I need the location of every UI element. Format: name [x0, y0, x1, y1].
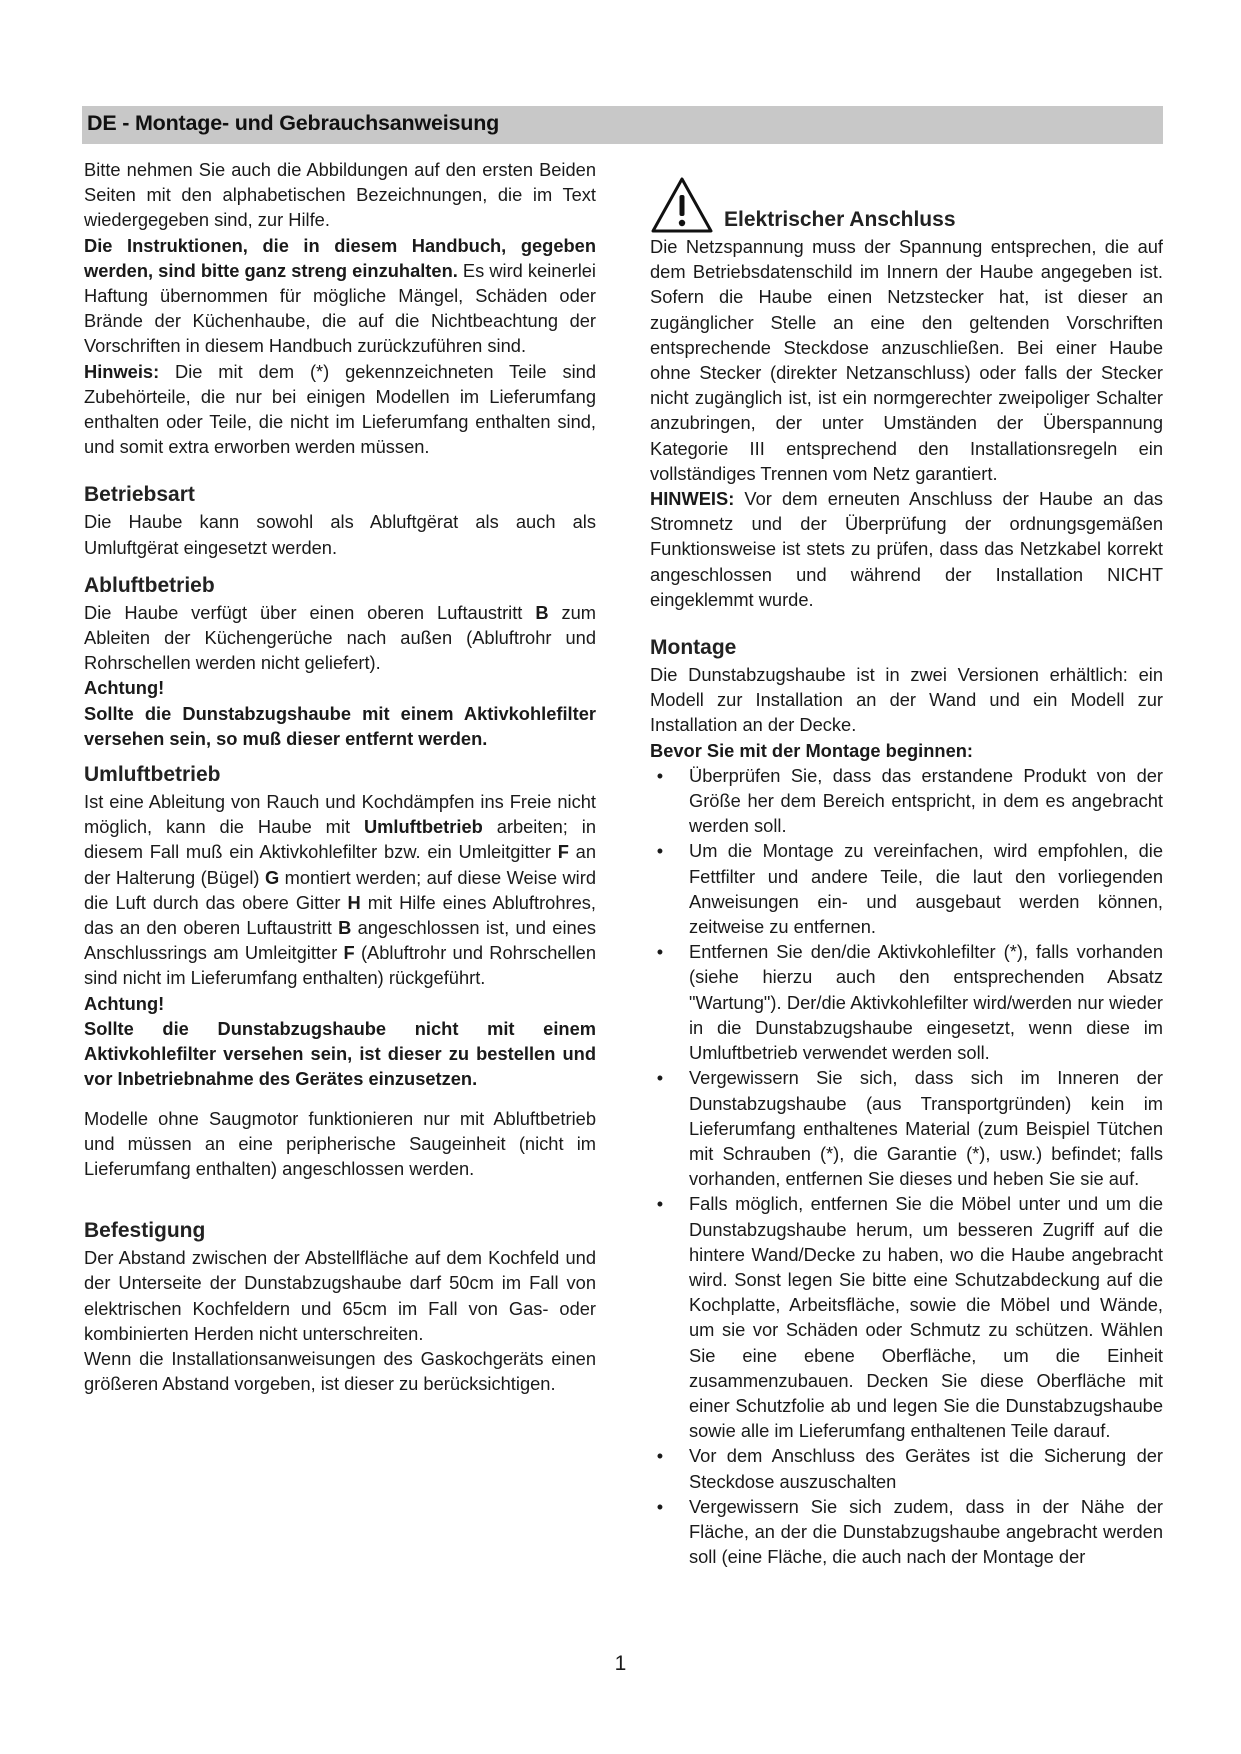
- note-text: Die mit dem (*) gekennzeichneten Teile sind Zubehörteile, die nur bei einigen Modellen im Lieferumfang enthalten oder Teile, die nicht im Lieferumfang enthalten sind, und somit extra erworben werden müssen.: [84, 360, 596, 458]
- betriebsart-heading: Betriebsart: [84, 483, 195, 507]
- note-paragraph: [84, 359, 596, 460]
- list-item: • Vergewissern Sie sich, dass sich im Inneren der Dunstabzugshaube (aus Transportgründen) kein im Lieferumfang enthaltenes Material (zum Beispiel Tütchen mit Schrauben (*), die Garantie (*), usw.) befindet; falls vorhanden, entfernen Sie dieses und heben Sie sie auf.: [650, 1065, 1163, 1191]
- abluft-achtung-label: Achtung!: [84, 677, 165, 699]
- befestigung-text-1: Der Abstand zwischen der Abstellfläche auf dem Kochfeld und der Unterseite der Dunstabzugshaube darf 50cm im Fall von elektrischen Kochfeldern und 65cm im Fall von Gas- oder kombinierten Herden nicht unterschreiten.: [84, 1247, 596, 1344]
- umluftbetrieb-heading: Umluftbetrieb: [84, 763, 221, 787]
- list-item: • Vor dem Anschluss des Gerätes ist die Sicherung der Steckdose auszuschalten: [650, 1443, 1163, 1493]
- left-column: [84, 157, 596, 1396]
- page-title: DE - Montage- und Gebrauchsanweisung: [87, 111, 500, 135]
- right-column: [650, 172, 1163, 1569]
- abluftbetrieb-text: Die Haube verfügt über einen oberen Luftaustritt B zum Ableiten der Küchengerüche nach außen (Abluftrohr und Rohrschellen werden nicht geliefert).: [84, 601, 597, 674]
- umluftbetrieb-text: Ist eine Ableitung von Rauch und Kochdämpfen ins Freie nicht möglich, kann die Haube mit Umluftbetrieb arbeiten; in diesem Fall muß ein Aktivkohlefilter bzw. ein Umleitgitter F an der Halterung (Bügel) G montiert werden; auf diese Weise wird die Luft durch das obere Gitter H mit Hilfe eines Abluftrohres, das an den oberen Luftaustritt B angeschlossen ist, und eines Anschlussrings am Umleitgitter F (Abluftrohr und Rohrschellen sind nicht im Lieferumfang enthalten) rückgeführt.: [84, 791, 597, 989]
- elektrisch-text: Die Netzspannung muss der Spannung entsprechen, die auf dem Betriebsdatenschild im Innern der Haube angegeben ist. Sofern die Haube einen Netzstecker hat, ist dieser an zugänglicher Stelle an eine den geltenden Vorschriften entsprechende Steckdose anzuschließen. Bei einer Haube ohne Stecker (direkter Netzanschluss) oder falls der Stecker nicht zugänglich ist, ist ein normgerechter zweipoliger Schalter anzubringen, der unter Umständen der Überspannung Kategorie III entsprechend den Installationsregeln ein vollständiges Trennen vom Netz garantiert.: [650, 236, 1163, 484]
- list-item: • Entfernen Sie den/die Aktivkohlefilter (*), falls vorhanden (siehe hierzu auch den entsprechenden Absatz "Wartung"). Der/die Aktivkohlefilter wird/werden nur wieder in die Dunstabzugshaube eingesetzt, wenn diese im Umluftbetrieb verwendet werden soll.: [650, 939, 1163, 1065]
- bullet-icon: •: [656, 840, 664, 862]
- instruction-emphasis: Die Instruktionen, die in diesem Handbuch, gegeben werden, sind bitte ganz streng einzuhalten.: [84, 234, 596, 281]
- saugmotor-note: Modelle ohne Saugmotor funktionieren nur mit Abluftbetrieb und müssen an eine peripherische Saugeinheit (nicht im Lieferumfang enthalten) angeschlossen werden.: [84, 1107, 596, 1179]
- bullet-icon: •: [656, 1445, 664, 1467]
- umluft-warning: Sollte die Dunstabzugshaube nicht mit einem Aktivkohlefilter versehen sein, ist dieser zu bestellen und vor Inbetriebnahme des Gerätes einzusetzen.: [84, 1017, 596, 1090]
- intro-paragraph: [84, 157, 596, 233]
- list-item: • Vergewissern Sie sich zudem, dass in der Nähe der Fläche, an der die Dunstabzugshaube angebracht werden soll (eine Fläche, die auch nach der Montage der: [650, 1494, 1163, 1570]
- bullet-icon: •: [656, 1495, 664, 1517]
- instruction-text: Es wird keinerlei Haftung übernommen für mögliche Mängel, Schäden oder Brände der Küchenhaube, die auf die Nichtbeachtung der Vorschriften in diesem Handbuch zurückzuführen sind.: [84, 259, 596, 357]
- abluft-warning: Sollte die Dunstabzugshaube mit einem Aktivkohlefilter versehen sein, so muß dieser entfernt werden.: [84, 702, 596, 749]
- elektrisch-hinweis: [650, 486, 1163, 612]
- montage-subtitle: Bevor Sie mit der Montage beginnen:: [650, 739, 974, 761]
- hinweis-label: HINWEIS:: [650, 488, 735, 510]
- montage-text: Die Dunstabzugshaube ist in zwei Versionen erhältlich: ein Modell zur Installation an der Wand und ein Modell zur Installation an der Decke.: [650, 664, 1163, 736]
- intro-text: Bitte nehmen Sie auch die Abbildungen auf den ersten Beiden Seiten mit den alphabetischen Bezeichnungen, die im Text wiedergegeben sind, zur Hilfe.: [84, 159, 596, 231]
- note-label: Hinweis:: [84, 360, 160, 382]
- montage-heading: Montage: [650, 636, 737, 660]
- abluftbetrieb-heading: Abluftbetrieb: [84, 573, 215, 597]
- bullet-icon: •: [656, 941, 664, 963]
- montage-checklist: [650, 763, 1163, 1570]
- electrical-heading-row: [650, 172, 1163, 234]
- list-item: • Um die Montage zu vereinfachen, wird empfohlen, die Fettfilter und andere Teile, die laut den vorliegenden Anweisungen ein- und ausgebaut werden können, zeitweise zu entfernen.: [650, 838, 1163, 939]
- list-item: • Falls möglich, entfernen Sie die Möbel unter und um die Dunstabzugshaube herum, um besseren Zugriff auf die hintere Wand/Decke zu haben, wo die Haube angebracht wird. Sonst legen Sie bitte eine Schutzabdeckung auf die Kochplatte, Arbeitsfläche, sowie die Möbel und Wände, um sie vor Schäden oder Schmutz zu schützen. Wählen Sie eine ebene Oberfläche, um die Einheit zusammenzubauen. Decken Sie diese Oberfläche mit einer Schutzfolie ab und legen Sie die Dunstabzugshaube sowie alle im Lieferumfang enthaltenen Teile darauf.: [650, 1191, 1163, 1443]
- hinweis-text: Vor dem erneuten Anschluss der Haube an das Stromnetz und der Überprüfung der ordnungsgemäßen Funktionsweise ist stets zu prüfen, dass das Netzkabel korrekt angeschlossen und während der Installation NICHT eingeklemmt wurde.: [650, 488, 1163, 610]
- betriebsart-text: Die Haube kann sowohl als Abluftgërat als auch als Umluftgërat eingesetzt werden.: [84, 511, 596, 558]
- befestigung-text-2: Wenn die Installationsanweisungen des Gaskochgeräts einen größeren Abstand vorgeben, ist dieser zu berücksichtigen.: [84, 1347, 596, 1395]
- befestigung-heading: Befestigung: [84, 1219, 206, 1243]
- umluft-achtung-label: Achtung!: [84, 992, 165, 1014]
- bullet-icon: •: [656, 1067, 664, 1089]
- warning-triangle-icon: [650, 176, 714, 234]
- bullet-icon: •: [656, 764, 664, 786]
- bullet-icon: •: [656, 1193, 664, 1215]
- instruction-paragraph: [84, 233, 596, 359]
- list-item: • Überprüfen Sie, dass das erstandene Produkt von der Größe her dem Bereich entspricht, in dem es angebracht werden soll.: [650, 763, 1163, 839]
- section-header-bar: [82, 106, 1163, 144]
- elektrischer-anschluss-heading: Elektrischer Anschluss: [724, 208, 956, 231]
- page-number: 1: [614, 1652, 627, 1675]
